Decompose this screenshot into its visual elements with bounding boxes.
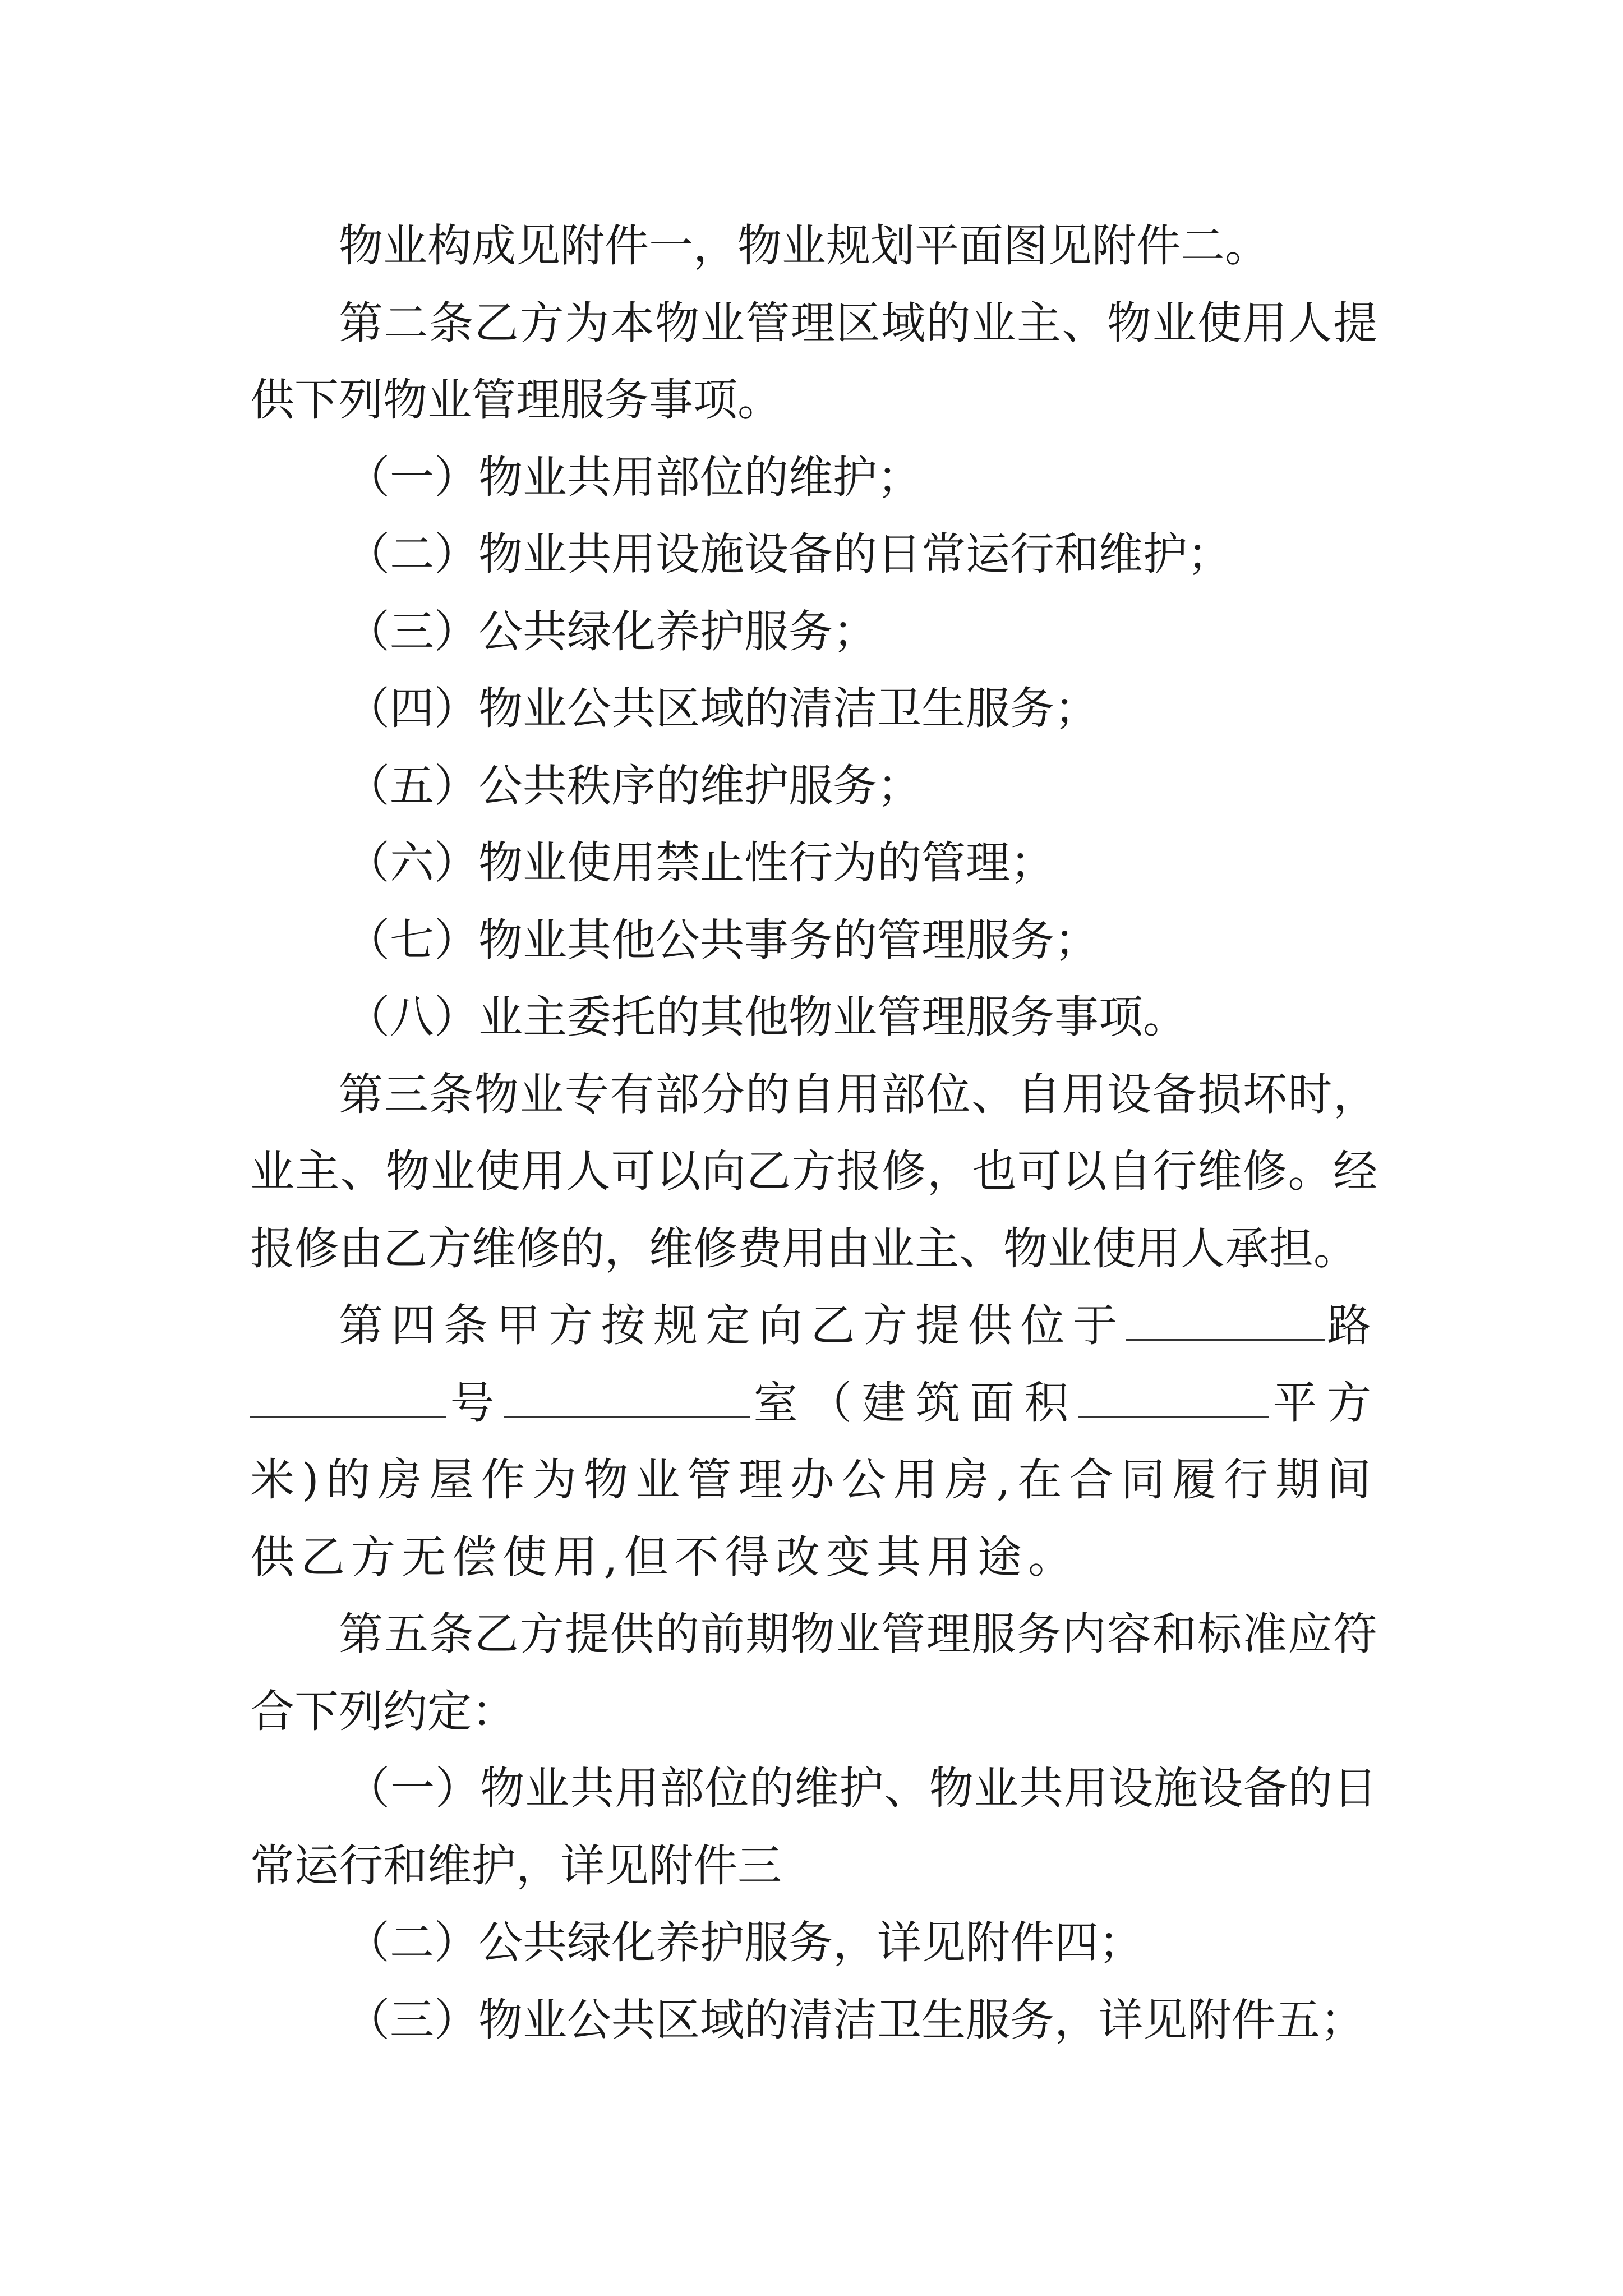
list-item: （八）业主委托的其他物业管理服务事项。: [345, 991, 1187, 1043]
paragraph-article-4: [250, 1287, 1377, 1596]
road-blank-field[interactable]: [1126, 1301, 1325, 1341]
clause-text: 平方米)的房屋作为物业管理办公用房,在合同履行期间供乙方无偿使用,但不得改变其用途。: [250, 1377, 1378, 1583]
list-item: （一）物业共用部位的维护、物业共用设施设备的日常运行和维护，详见附件三: [250, 1763, 1377, 1892]
number-blank-field[interactable]: [250, 1378, 446, 1418]
clause-text: 第四条甲方按规定向乙方提供位于: [339, 1300, 1126, 1351]
list-item: （三）物业公共区域的清洁卫生服务，详见附件五；: [345, 1994, 1364, 2046]
paragraph-article-5: 第五条乙方提供的前期物业管理服务内容和标准应符合下列约定：: [250, 1608, 1377, 1737]
paragraph-article-3: 第三条物业专有部分的自用部位、自用设备损坏时，业主、物业使用人可以向乙方报修，也可以自行维修。经报修由乙方维修的，维修费用由业主、物业使用人承担。: [250, 1068, 1377, 1274]
room-blank-field[interactable]: [504, 1378, 750, 1418]
list-item: （一）物业共用部位的维护；: [345, 451, 921, 503]
paragraph-article-2: 第二条乙方为本物业管理区域的业主、物业使用人提供下列物业管理服务事项。: [250, 297, 1377, 426]
list-item: （六）物业使用禁止性行为的管理；: [345, 837, 1054, 889]
list-item: （二）公共绿化养护服务，详见附件四；: [345, 1917, 1143, 1968]
list-item: （三）公共绿化养护服务；: [345, 605, 877, 657]
list-item: （五）公共秩序的维护服务；: [345, 760, 921, 812]
document-body: [250, 208, 1377, 2059]
clause-text: 路: [1325, 1300, 1377, 1351]
list-item: （七）物业其他公共事务的管理服务；: [345, 914, 1099, 966]
list-item: （二）物业共用设施设备的日常运行和维护；: [345, 528, 1232, 580]
clause-text: 号: [446, 1377, 505, 1429]
paragraph-property-composition: 物业构成见附件一，物业规划平面图见附件二。: [339, 220, 1269, 272]
list-item: （四）物业公共区域的清洁卫生服务；: [345, 683, 1099, 734]
clause-text: 室（建筑面积: [750, 1377, 1078, 1429]
area-blank-field[interactable]: [1078, 1378, 1269, 1418]
